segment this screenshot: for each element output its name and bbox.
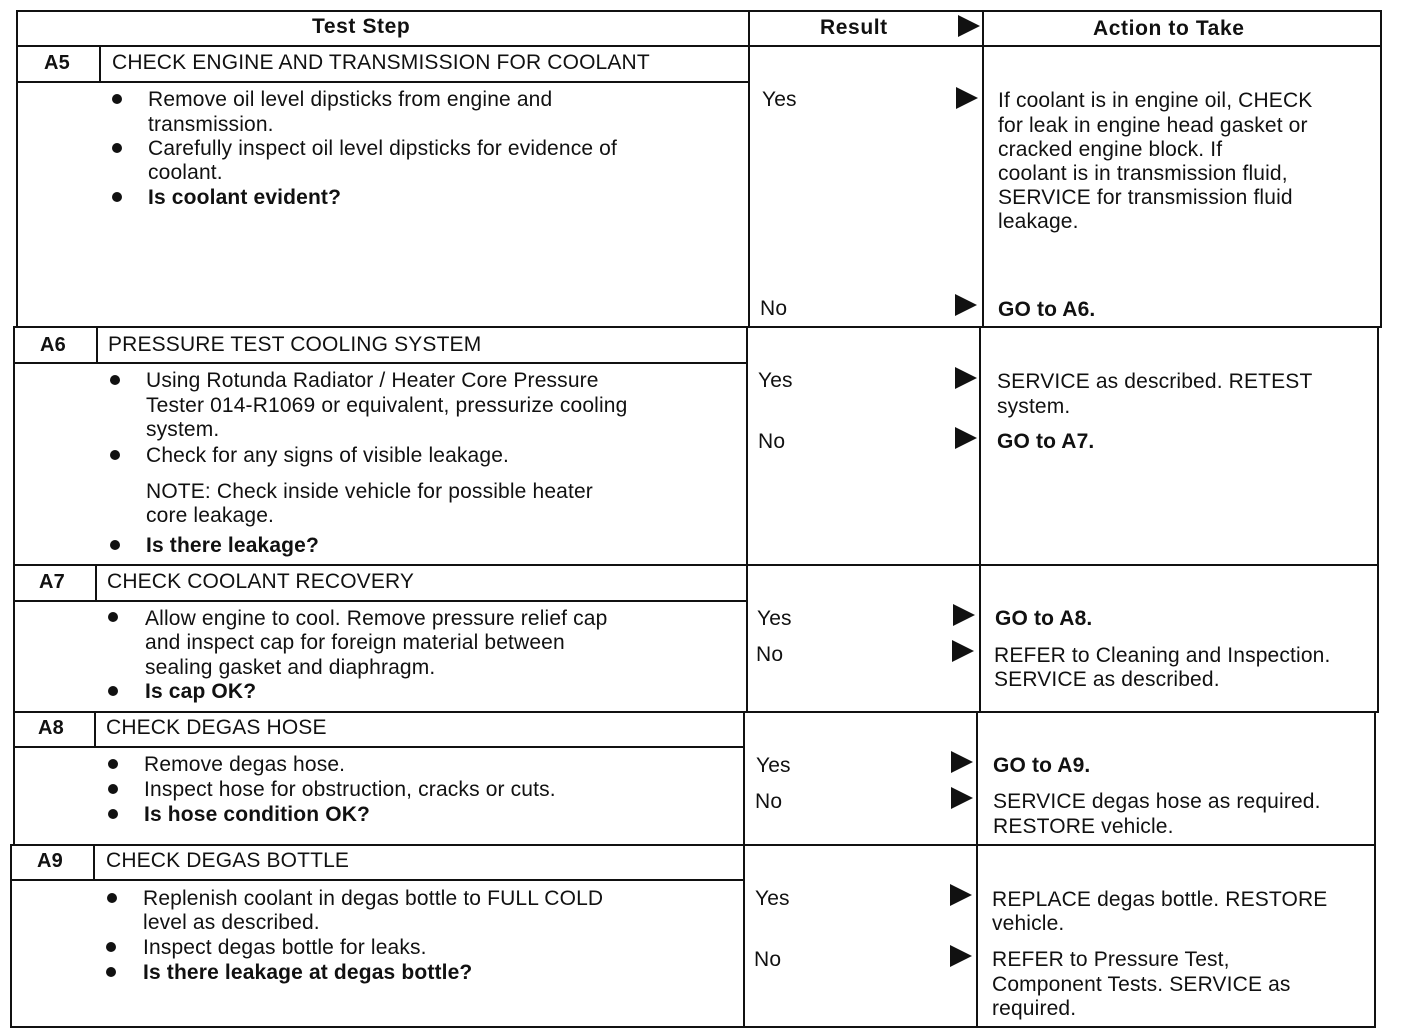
step-text-line: Using Rotunda Radiator / Heater Core Pressure: [146, 369, 599, 392]
action-line: GO to A9.: [993, 754, 1091, 777]
action-line: REPLACE degas bottle. RESTORE: [992, 888, 1328, 911]
header-action: Action to Take: [1093, 17, 1245, 40]
bullet-icon: [108, 784, 118, 794]
step-id: A6: [40, 334, 66, 356]
result-arrow-icon: [950, 884, 972, 906]
note-line: core leakage.: [146, 504, 275, 527]
action-line: leakage.: [998, 210, 1079, 233]
step-text-line: Carefully inspect oil level dipsticks for evidence of: [148, 137, 617, 160]
step-text-line: coolant.: [148, 161, 223, 184]
step-id: A8: [38, 717, 64, 739]
step-text-line: and inspect cap for foreign material between: [145, 631, 565, 654]
step-question: Is there leakage?: [146, 534, 319, 557]
action-line: coolant is in transmission fluid,: [998, 162, 1288, 185]
action-line: cracked engine block. If: [998, 138, 1223, 161]
bullet-icon: [108, 809, 118, 819]
action-line: required.: [992, 997, 1077, 1020]
action-line: for leak in engine head gasket or: [998, 114, 1308, 137]
step-text-line: Inspect degas bottle for leaks.: [143, 936, 427, 959]
bullet-icon: [112, 94, 122, 104]
table-right-border: [1380, 10, 1382, 328]
step-rule: [13, 711, 1379, 713]
bullet-icon: [108, 612, 118, 622]
action-line: system.: [997, 395, 1071, 418]
step-title: CHECK COOLANT RECOVERY: [107, 570, 415, 593]
table-left-border: [16, 10, 18, 326]
header-test-step: Test Step: [312, 15, 411, 38]
action-line: RESTORE vehicle.: [993, 815, 1174, 838]
result-yes: Yes: [756, 754, 791, 777]
table-left-border: [10, 844, 12, 1028]
step-rule: [13, 564, 1379, 566]
step-rule: [13, 326, 1381, 328]
action-line: GO to A6.: [998, 298, 1096, 321]
step-id-divider: [95, 564, 97, 601]
step-title: CHECK DEGAS HOSE: [106, 716, 327, 739]
bullet-icon: [110, 375, 120, 385]
step-id-divider: [96, 326, 98, 363]
step-question: Is cap OK?: [145, 680, 257, 703]
step-id-divider: [93, 844, 95, 880]
result-arrow-icon: [955, 367, 977, 389]
step-title: PRESSURE TEST COOLING SYSTEM: [108, 333, 482, 356]
result-arrow-icon: [953, 604, 975, 626]
table-left-border: [13, 326, 15, 844]
result-yes: Yes: [762, 88, 797, 111]
step-text-line: system.: [146, 418, 220, 441]
result-yes: Yes: [755, 887, 790, 910]
bullet-icon: [110, 450, 120, 460]
bullet-icon: [112, 143, 122, 153]
step-title-rule: [13, 746, 745, 748]
step-text-line: Inspect hose for obstruction, cracks or cuts.: [144, 778, 556, 801]
step-id: A5: [44, 52, 70, 74]
step-id-divider: [94, 711, 96, 748]
result-yes: Yes: [757, 607, 792, 630]
step-title-rule: [10, 879, 745, 881]
header-arrow-icon: [958, 15, 980, 37]
result-arrow-icon: [951, 751, 973, 773]
result-arrow-icon: [952, 640, 974, 662]
step-question: Is coolant evident?: [148, 186, 342, 209]
result-yes: Yes: [758, 369, 793, 392]
result-arrow-icon: [955, 294, 977, 316]
bullet-icon: [106, 967, 116, 977]
step-text-line: Remove oil level dipsticks from engine and: [148, 88, 553, 111]
step-question: Is hose condition OK?: [144, 803, 370, 826]
step-text-line: level as described.: [143, 911, 320, 934]
table-top-border: [16, 10, 1382, 12]
result-arrow-icon: [950, 945, 972, 967]
column-divider-action: [976, 712, 978, 1028]
step-title-rule: [16, 81, 750, 83]
header-rule: [16, 45, 1382, 47]
step-id-divider: [99, 45, 101, 82]
action-line: SERVICE degas hose as required.: [993, 790, 1321, 813]
table-bottom-border: [10, 1026, 1376, 1028]
action-line: If coolant is in engine oil, CHECK: [998, 89, 1313, 112]
step-id: A7: [39, 571, 65, 593]
result-no: No: [754, 948, 782, 971]
bullet-icon: [108, 686, 118, 696]
step-question: Is there leakage at degas bottle?: [143, 961, 473, 984]
action-line: SERVICE as described.: [994, 668, 1220, 691]
step-title-rule: [13, 362, 748, 364]
step-text-line: Allow engine to cool. Remove pressure relief cap: [145, 607, 608, 630]
step-text-line: Tester 014-R1069 or equivalent, pressurize cooling: [146, 394, 628, 417]
action-line: REFER to Pressure Test,: [992, 948, 1230, 971]
step-title: CHECK DEGAS BOTTLE: [106, 849, 350, 872]
column-divider-result: [748, 10, 750, 326]
result-no: No: [760, 297, 788, 320]
action-line: REFER to Cleaning and Inspection.: [994, 644, 1331, 667]
result-arrow-icon: [955, 427, 977, 449]
note-line: NOTE: Check inside vehicle for possible heater: [146, 480, 593, 503]
step-title-rule: [13, 600, 748, 602]
step-title: CHECK ENGINE AND TRANSMISSION FOR COOLANT: [112, 51, 650, 74]
result-no: No: [756, 643, 784, 666]
table-right-border: [1377, 328, 1379, 712]
table-right-border: [1374, 712, 1376, 1028]
bullet-icon: [108, 759, 118, 769]
step-text-line: Remove degas hose.: [144, 753, 346, 776]
result-arrow-icon: [956, 87, 978, 109]
step-id: A9: [37, 850, 63, 872]
step-text-line: transmission.: [148, 113, 274, 136]
bullet-icon: [107, 893, 117, 903]
result-no: No: [758, 430, 786, 453]
result-arrow-icon: [951, 787, 973, 809]
action-line: vehicle.: [992, 912, 1065, 935]
step-text-line: Check for any signs of visible leakage.: [146, 444, 510, 467]
action-line: GO to A8.: [995, 607, 1093, 630]
column-divider-result: [746, 326, 748, 712]
action-line: SERVICE for transmission fluid: [998, 186, 1293, 209]
header-result: Result: [820, 16, 888, 39]
bullet-icon: [112, 192, 122, 202]
step-rule: [10, 844, 1376, 846]
bullet-icon: [110, 540, 120, 550]
column-divider-action: [982, 10, 984, 328]
action-line: SERVICE as described. RETEST: [997, 370, 1313, 393]
column-divider-result: [743, 712, 745, 1028]
column-divider-action: [979, 328, 981, 712]
step-text-line: sealing gasket and diaphragm.: [145, 656, 436, 679]
action-line: GO to A7.: [997, 430, 1095, 453]
bullet-icon: [106, 942, 116, 952]
action-line: Component Tests. SERVICE as: [992, 973, 1291, 996]
step-text-line: Replenish coolant in degas bottle to FULL COLD: [143, 887, 604, 910]
result-no: No: [755, 790, 783, 813]
